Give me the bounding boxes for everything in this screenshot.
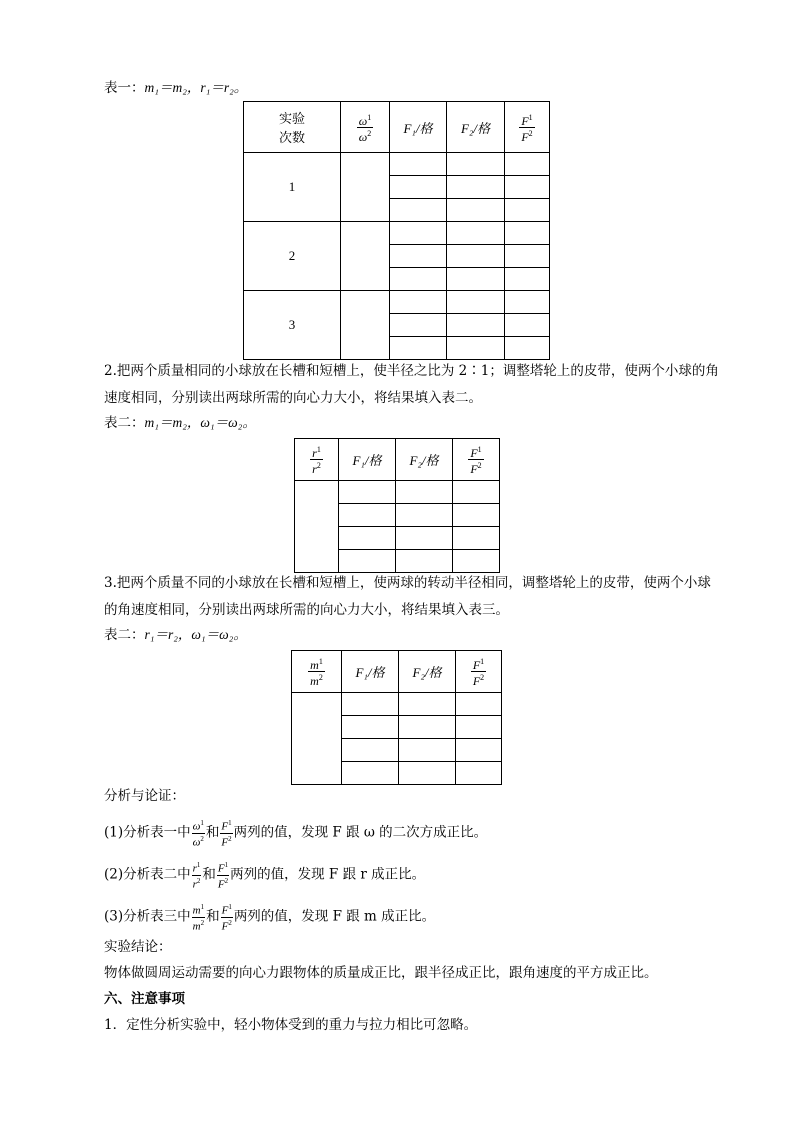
- table1-header-f-ratio: $\frac{F^1}{F^2}$: [505, 102, 550, 153]
- table2-header-f1: F₁/格: [339, 439, 396, 481]
- analysis-item-1: (1)分析表一中 $\frac{\omega^1}{\omega^2}$ 和 $\frac{F^1}{F^2}$ 两列的值，发现 F 跟 ω 的二次方成正比。: [104, 819, 488, 849]
- table-3: [291, 650, 502, 785]
- table1-header-f2: F₂/格: [447, 102, 505, 153]
- table3-header-f-ratio: $\frac{F^1}{F^2}$: [456, 651, 502, 693]
- conclusion-text: 物体做圆周运动需要的向心力跟物体的质量成正比，跟半径成正比，跟角速度的平方成正比。: [104, 965, 658, 981]
- table2-header-f-ratio: $\frac{F^1}{F^2}$: [453, 439, 500, 481]
- table-row: [244, 222, 550, 245]
- table1-group-3: 3: [244, 291, 341, 360]
- analysis-heading: 分析与论证：: [104, 788, 185, 804]
- table-row: [295, 481, 500, 504]
- table2-caption: 表二：m₁＝m₂，ω₁＝ω₂。: [104, 415, 256, 431]
- table3-header-f1: F₁/格: [342, 651, 399, 693]
- paragraph-2: 2.把两个质量相同的小球放在长槽和短槽上，使半径之比为 2∶1；调整塔轮上的皮带，使两个小球的角速度相同，分别读出两球所需的向心力大小，将结果填入表二。: [104, 363, 719, 406]
- analysis-item-3: (3)分析表三中 $\frac{m^1}{m^2}$ 和 $\frac{F^1}{F^2}$ 两列的值，发现 F 跟 m 成正比。: [104, 903, 436, 933]
- table3-header-row: [292, 651, 502, 693]
- table2-header-row: [295, 439, 500, 481]
- table1-header-row: [244, 102, 550, 153]
- table-2: [294, 438, 500, 573]
- table1-group-1: 1: [244, 153, 341, 222]
- table1-cell: [341, 291, 390, 360]
- table3-header-m-ratio: $\frac{m^1}{m^2}$: [292, 651, 342, 693]
- table-row: [292, 693, 502, 716]
- paragraph-3: 3.把两个质量不同的小球放在长槽和短槽上，使两球的转动半径相同，调整塔轮上的皮带，使两个小球的角速度相同，分别读出两球所需的向心力大小，将结果填入表三。: [104, 575, 711, 618]
- table1-caption: [104, 78, 247, 98]
- table1-header-trial: 实验 次数: [244, 102, 341, 153]
- table-row: [244, 153, 550, 176]
- table2-header-f2: F₂/格: [396, 439, 453, 481]
- section6-heading: 六、注意事项: [104, 991, 185, 1007]
- table1-group-2: 2: [244, 222, 341, 291]
- table-1: [243, 101, 550, 360]
- table3-header-f2: F₂/格: [399, 651, 456, 693]
- table1-header-omega-ratio: $\frac{\omega^1}{\omega^2}$: [341, 102, 390, 153]
- table3-caption: 表二：r₁＝r₂，ω₁＝ω₂。: [104, 627, 247, 643]
- table1-cell: [341, 222, 390, 291]
- section6-item-1: 1．定性分析实验中，轻小物体受到的重力与拉力相比可忽略。: [104, 1017, 478, 1033]
- conclusion-heading: 实验结论：: [104, 939, 172, 955]
- table2-header-r-ratio: $\frac{r^1}{r^2}$: [295, 439, 339, 481]
- table1-caption-label: 表一：: [104, 80, 145, 96]
- table-row: [244, 291, 550, 314]
- analysis-item-2: (2)分析表二中 $\frac{r^1}{r^2}$ 和 $\frac{F^1}{F^2}$ 两列的值，发现 F 跟 r 成正比。: [104, 861, 426, 891]
- table1-cell: [341, 153, 390, 222]
- table1-header-f1: F₁/格: [390, 102, 447, 153]
- table1-caption-math: m₁＝m₂，r₁＝r₂。: [144, 80, 248, 95]
